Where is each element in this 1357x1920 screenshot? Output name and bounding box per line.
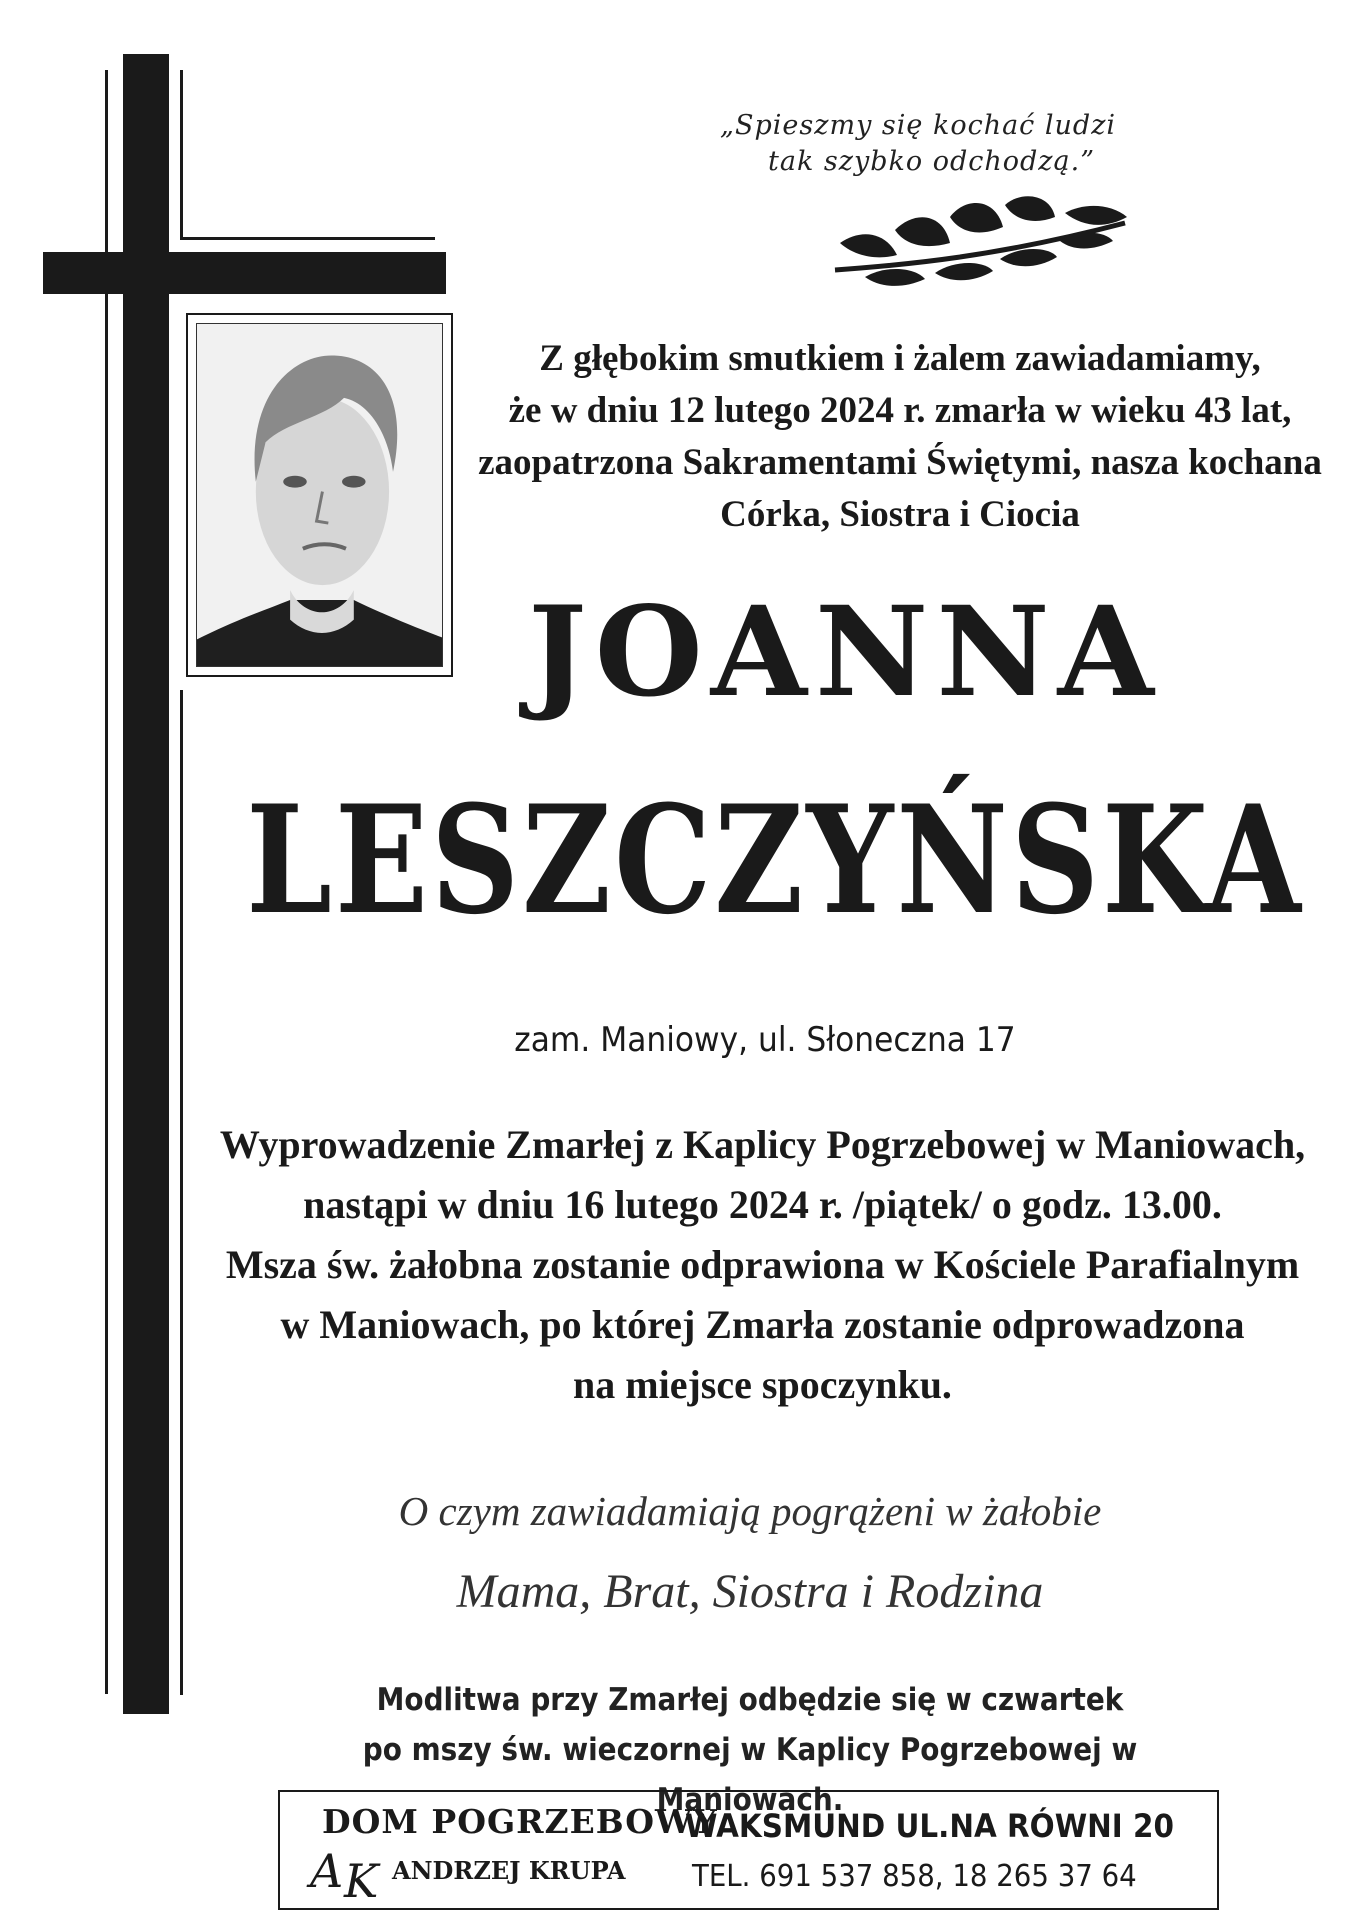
quote-line-1: „Spieszmy się kochać ludzi	[720, 110, 1117, 141]
logo-letter-k: K	[344, 1854, 379, 1908]
deceased-address: zam. Maniowy, ul. Słoneczna 17	[514, 1020, 1016, 1060]
funeral-line: Wyprowadzenie Zmarłej z Kaplicy Pogrzebowej w Maniowach,	[219, 1122, 1306, 1167]
cross-vertical-bar	[123, 54, 169, 1714]
funeral-home-phones: TEL. 691 537 858, 18 265 37 64	[692, 1859, 1137, 1894]
funeral-home-logo	[310, 1844, 390, 1908]
funeral-line: nastąpi w dniu 16 lutego 2024 r. /piątek/ o godz. 13.00.	[303, 1182, 1222, 1227]
deceased-last-name: LESZCZYŃSKA	[246, 771, 1304, 948]
funeral-home-box	[278, 1790, 1219, 1910]
cross-horizontal-bar	[43, 252, 446, 294]
funeral-home-name: DOM POGRZEBOWY	[322, 1802, 718, 1841]
laurel-branch-icon	[825, 195, 1135, 290]
funeral-details	[195, 1115, 1330, 1415]
announcement-text	[470, 333, 1330, 541]
funeral-line: w Maniowach, po której Zmarła zostanie odprowadzona	[280, 1302, 1245, 1347]
prayer-line: po mszy św. wieczornej w Kaplicy Pogrzebowej w Maniowach.	[362, 1732, 1138, 1818]
announcement-line: zaopatrzona Sakramentami Świętymi, nasza kochana	[478, 442, 1322, 483]
announcement-line: Z głębokim smutkiem i żalem zawiadamiamy,	[539, 338, 1261, 379]
funeral-line: Msza św. żałobna zostanie odprawiona w Kościele Parafialnym	[225, 1242, 1300, 1287]
mourners-intro: O czym zawiadamiają pogrążeni w żałobie	[398, 1488, 1102, 1534]
cross-outline-top-right	[180, 237, 435, 240]
announcement-line: że w dniu 12 lutego 2024 r. zmarła w wieku 43 lat,	[508, 390, 1292, 431]
quote-line-2: tak szybko odchodzą.”	[768, 146, 1096, 177]
funeral-line: na miejsce spoczynku.	[573, 1362, 952, 1407]
cross-outline-right-lower	[180, 690, 183, 1695]
logo-letter-a: A	[310, 1844, 344, 1898]
funeral-home-address: WAKSMUND UL.NA RÓWNI 20	[685, 1807, 1174, 1845]
deceased-first-name: JOANNA	[528, 580, 1162, 725]
quote	[720, 108, 1220, 180]
mourners-family: Mama, Brat, Siostra i Rodzina	[456, 1565, 1044, 1618]
funeral-home-owner: ANDRZEJ KRUPA	[392, 1856, 626, 1885]
cross-outline-left	[105, 70, 108, 252]
cross-outline-left-lower	[105, 294, 108, 1694]
prayer-line: Modlitwa przy Zmarłej odbędzie się w czwartek	[376, 1682, 1124, 1718]
announcement-line: Córka, Siostra i Ciocia	[720, 494, 1080, 535]
cross-outline-right-upper	[180, 70, 183, 240]
